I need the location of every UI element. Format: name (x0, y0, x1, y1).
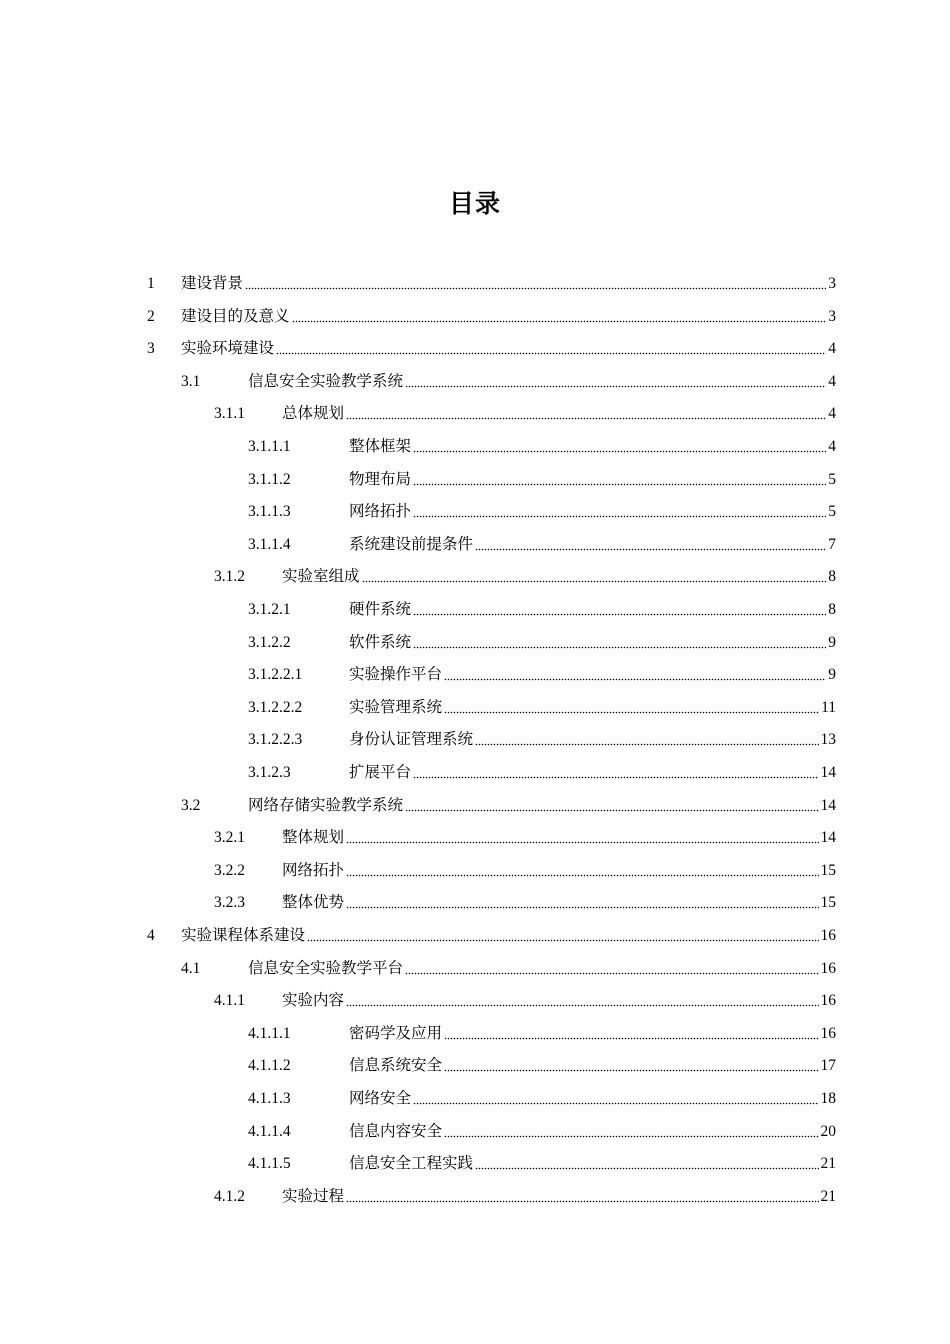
dot-leader (346, 990, 818, 1012)
dot-leader (405, 371, 826, 393)
dot-leader (307, 925, 818, 947)
toc-entry-page-number: 7 (828, 535, 836, 553)
toc-entry-number: 4.1.1.2 (248, 1057, 291, 1075)
toc-entry[interactable] (147, 273, 836, 295)
toc-entry-page-number: 14 (820, 796, 836, 814)
toc-entry-number: 3.1.1.3 (248, 503, 291, 521)
toc-entry-number: 4.1.1.5 (248, 1155, 291, 1173)
toc-entry-label: 密码学及应用 (349, 1024, 443, 1042)
dot-leader (444, 664, 826, 686)
toc-entry-number: 3.2.1 (214, 829, 245, 847)
toc-entry[interactable] (248, 1088, 836, 1110)
dot-leader (444, 1023, 818, 1045)
dot-leader (292, 306, 827, 328)
toc-entry-page-number: 5 (828, 503, 836, 521)
toc-entry-page-number: 11 (821, 698, 836, 716)
dot-leader (475, 1153, 818, 1175)
toc-entry-page-number: 8 (828, 568, 836, 586)
toc-entry-label: 硬件系统 (349, 601, 412, 618)
dot-leader (413, 469, 826, 491)
toc-entry-label: 网络拓扑 (282, 861, 345, 879)
toc-entry[interactable] (214, 827, 836, 849)
toc-entry-number: 4.1.1.1 (248, 1024, 291, 1042)
toc-entry-page-number: 21 (820, 1187, 836, 1205)
dot-leader (346, 827, 818, 849)
toc-entry-number: 3.1.2.2.2 (248, 698, 303, 716)
dot-leader (346, 1186, 818, 1208)
toc-entry-label: 网络安全 (349, 1090, 412, 1107)
toc-entry-number: 3.1.1 (214, 405, 245, 423)
toc-entry-page-number: 9 (828, 666, 836, 684)
toc-entry-label: 网络拓扑 (349, 503, 412, 521)
toc-entry-label: 整体优势 (282, 894, 345, 912)
toc-entry-page-number: 4 (828, 372, 836, 390)
dot-leader (245, 273, 826, 295)
toc-entry[interactable] (214, 566, 836, 588)
toc-entry-page-number: 4 (828, 405, 836, 423)
toc-entry-page-number: 20 (820, 1122, 836, 1140)
toc-entry[interactable] (248, 664, 836, 686)
toc-entry[interactable] (214, 860, 836, 882)
toc-entry-number: 4.1.2 (214, 1187, 245, 1205)
dot-leader (475, 534, 826, 556)
toc-entry-label: 物理布局 (349, 470, 412, 488)
toc-entry-page-number: 16 (820, 959, 836, 977)
dot-leader (444, 1121, 818, 1143)
toc-entry-label: 总体规划 (282, 405, 345, 423)
toc-entry[interactable] (181, 795, 836, 817)
toc-entry-number: 4.1 (181, 959, 201, 977)
toc-entry-number: 3.1.2.2.1 (248, 666, 303, 684)
toc-entry[interactable] (214, 403, 836, 425)
dot-leader (444, 1055, 818, 1077)
dot-leader (276, 338, 826, 360)
toc-entry[interactable] (181, 958, 836, 980)
toc-entry-number: 3.1.2.2.3 (248, 731, 303, 749)
toc-entry-number: 3.2 (181, 796, 201, 814)
toc-entry-page-number: 4 (828, 340, 836, 358)
dot-leader (413, 599, 826, 621)
toc-entry[interactable] (147, 925, 836, 947)
dot-leader (413, 762, 818, 784)
toc-entry-page-number: 8 (828, 601, 836, 618)
toc-entry-number: 3.1.2 (214, 568, 245, 586)
toc-entry-number: 3.1.1.4 (248, 535, 291, 553)
toc-entry-label: 系统建设前提条件 (349, 535, 474, 553)
dot-leader (475, 729, 818, 751)
toc-entry-label: 建设背景 (181, 275, 244, 292)
dot-leader (346, 892, 818, 914)
toc-entry-page-number: 16 (820, 1024, 836, 1042)
toc-entry-label: 实验环境建设 (181, 340, 275, 358)
toc-entry-page-number: 15 (820, 894, 836, 912)
toc-entry-page-number: 5 (828, 470, 836, 488)
toc-entry[interactable] (214, 990, 836, 1012)
toc-entry-label: 扩展平台 (349, 764, 412, 781)
toc-entry-label: 信息安全实验教学平台 (248, 959, 404, 977)
toc-entry[interactable] (248, 729, 836, 751)
toc-entry-number: 3.1.2.1 (248, 601, 291, 618)
toc-entry[interactable] (248, 501, 836, 523)
toc-entry-page-number: 13 (820, 731, 836, 749)
toc-entry-label: 整体框架 (349, 438, 412, 455)
toc-entry-label: 信息内容安全 (349, 1122, 443, 1140)
toc-entry-label: 整体规划 (282, 829, 345, 847)
toc-entry-page-number: 16 (820, 927, 836, 944)
toc-entry[interactable] (248, 1023, 836, 1045)
toc-entry[interactable] (248, 632, 836, 654)
toc-entry[interactable] (147, 306, 836, 328)
dot-leader (413, 501, 826, 523)
dot-leader (413, 1088, 818, 1110)
toc-entry-number: 4.1.1.4 (248, 1122, 291, 1140)
dot-leader (405, 795, 818, 817)
toc-entry-number: 3.2.2 (214, 861, 245, 879)
dot-leader (444, 697, 819, 719)
toc-entry-page-number: 9 (828, 633, 836, 651)
dot-leader (413, 436, 826, 458)
toc-entry-page-number: 15 (820, 861, 836, 879)
toc-entry-number: 1 (147, 275, 155, 292)
toc-entry-label: 信息安全工程实践 (349, 1155, 474, 1173)
toc-entry-label: 信息安全实验教学系统 (248, 372, 404, 390)
toc-entry-number: 3.2.3 (214, 894, 245, 912)
dot-leader (413, 632, 826, 654)
toc-entry-page-number: 14 (820, 764, 836, 781)
toc-entry[interactable] (214, 1186, 836, 1208)
toc-entry[interactable] (147, 338, 836, 360)
toc-entry-label: 信息系统安全 (349, 1057, 443, 1075)
toc-entry-label: 建设目的及意义 (181, 307, 290, 325)
toc-entry[interactable] (248, 762, 836, 784)
toc-entry-label: 网络存储实验教学系统 (248, 796, 404, 814)
toc-entry[interactable] (248, 1121, 836, 1143)
toc-entry-label: 实验课程体系建设 (181, 927, 306, 944)
toc-entry-label: 实验过程 (282, 1187, 345, 1205)
toc-entry[interactable] (248, 436, 836, 458)
toc-entry-page-number: 4 (828, 438, 836, 455)
dot-leader (346, 860, 818, 882)
toc-entry-number: 2 (147, 307, 155, 325)
toc-entry-number: 4.1.1.3 (248, 1090, 291, 1107)
toc-entry-page-number: 18 (820, 1090, 836, 1107)
toc-entry[interactable] (248, 599, 836, 621)
toc-entry-page-number: 3 (828, 275, 836, 292)
toc-entry[interactable] (248, 469, 836, 491)
toc-entry[interactable] (181, 371, 836, 393)
dot-leader (362, 566, 827, 588)
toc-entry-number: 3.1.2.3 (248, 764, 291, 781)
toc-entry-number: 3.1 (181, 372, 201, 390)
toc-entry-label: 实验室组成 (282, 568, 360, 586)
toc-entry-number: 4.1.1 (214, 992, 245, 1010)
toc-entry-page-number: 17 (820, 1057, 836, 1075)
toc-entry[interactable] (248, 534, 836, 556)
toc-entry-number: 3.1.1.2 (248, 470, 291, 488)
toc-entry-label: 软件系统 (349, 633, 412, 651)
toc-entry[interactable] (248, 697, 836, 719)
toc-entry-label: 身份认证管理系统 (349, 731, 474, 749)
toc-entry-number: 3.1.2.2 (248, 633, 291, 651)
toc-entry-page-number: 21 (820, 1155, 836, 1173)
toc-entry-label: 实验操作平台 (349, 666, 443, 684)
page-title: 目录 (448, 189, 501, 218)
toc-entry-label: 实验内容 (282, 992, 345, 1010)
toc-entry[interactable] (248, 1153, 836, 1175)
dot-leader (346, 403, 826, 425)
toc-entry-number: 3 (147, 340, 155, 358)
toc-entry-number: 3.1.1.1 (248, 438, 291, 455)
dot-leader (405, 958, 818, 980)
toc-entry-page-number: 16 (820, 992, 836, 1010)
toc-entry-page-number: 3 (828, 307, 836, 325)
toc-entry-number: 4 (147, 927, 155, 944)
toc-entry[interactable] (214, 892, 836, 914)
toc-entry-page-number: 14 (820, 829, 836, 847)
toc-entry-label: 实验管理系统 (349, 698, 443, 716)
toc-entry[interactable] (248, 1055, 836, 1077)
